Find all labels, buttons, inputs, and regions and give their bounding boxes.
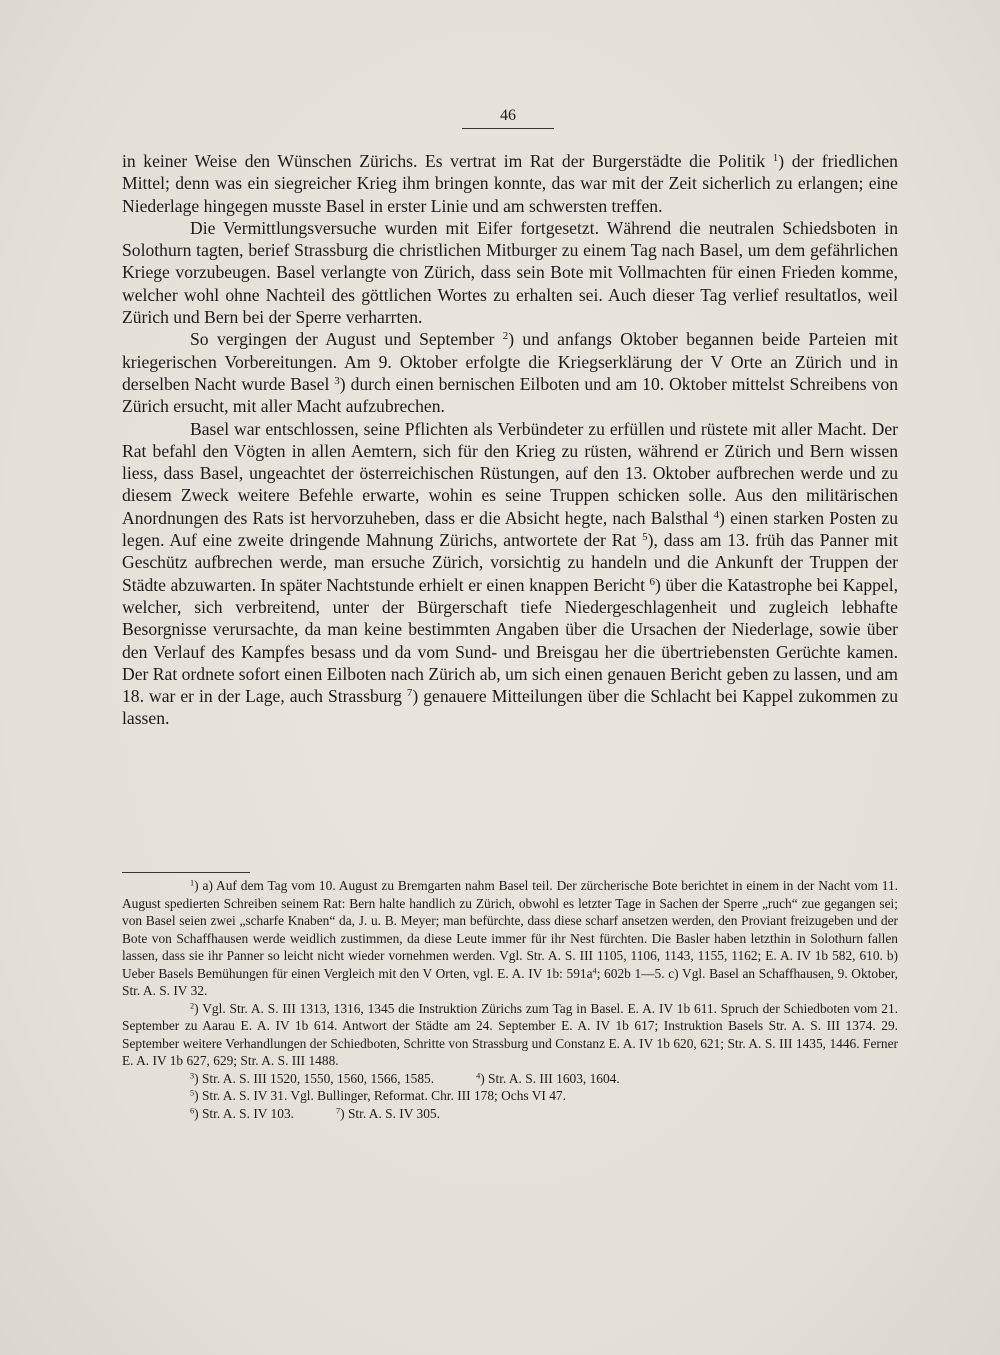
text-run: ) Str. A. S. III 1520, 1550, 1560, 1566, 1585. bbox=[194, 1070, 435, 1086]
text-run: Basel war entschlossen, seine Pflichten als Verbündeter zu erfüllen und rüstete mit aller Macht. Der Rat befahl den Vögten in allen Aemtern, sich für den Krieg zu rüsten, während er Zürich und Bern wissen liess, dass Basel, ungeachtet der österreichischen Rüstungen, auf den 13. Oktober aufbrechen werde und zu diesem Zweck weitere Befehle erwarte, wohin es seine Truppen schicken solle. Aus den militärischen Anordnungen des Rats ist hervorzuheben, dass er die Absicht hegte, nach Balsthal bbox=[122, 418, 898, 528]
footnote bbox=[122, 1105, 898, 1123]
footnote bbox=[122, 1070, 898, 1088]
text-run: ) und anfangs Oktober begannen beide Parteien mit kriegerischen Vorbereitungen. Am 9. Oktober erfolgte die Kriegserklärung der V Orte an Zürich und in derselben Nacht wurde Basel bbox=[122, 329, 898, 394]
footnote bbox=[122, 877, 898, 1000]
page-number-rule bbox=[462, 128, 554, 129]
footnote-marker: 4 bbox=[476, 1070, 481, 1080]
paragraph bbox=[122, 328, 898, 417]
text-run: ) a) Auf dem Tag vom 10. August zu Bremgarten nahm Basel teil. Der zürcherische Bote berichtet in einem in der Nacht vom 11. August spedierten Schreiben seinem Rat: Bern halte handlich zu Zürich, obwohl es letzter Tage in Sachen der Sperre „ruch“ zue gegangen sei; von Basel seien zwei „scharfe Knaben“ da, J. u. B. Meyer; man befürchte, dass diese scharf ansetzen werden, den Proviant freizugeben und der Bote von Schaffhausen werde weidlich zustimmen, da diese Leute immer für ihr Nest fürchten. Die Basler haben letzthin in Solothurn fallen lassen, dass sie ihr Panner so leicht nicht wieder vornehmen werden. Vgl. Str. A. S. III 1105, 1106, 1143, 1155, 1162; E. A. IV 1b 582, 610. b) Ueber Basels Bemühungen für einen Vergleich mit den V Orten, vgl. E. A. IV 1b: 591a bbox=[122, 878, 898, 981]
text-run: ) Str. A. S. IV 31. Vgl. Bullinger, Reformat. Chr. III 178; Ochs VI 47. bbox=[194, 1088, 566, 1103]
footnote-marker: 6 bbox=[649, 575, 655, 588]
text-run: So vergingen der August und September bbox=[190, 329, 503, 350]
text-run: in keiner Weise den Wünschen Zürichs. Es vertrat im Rat der Burgerstädte die Politik bbox=[122, 151, 773, 171]
paragraph bbox=[122, 217, 898, 328]
footnote-marker: 7 bbox=[335, 1105, 341, 1115]
text-run: ) Vgl. Str. A. S. III 1313, 1316, 1345 die Instruktion Zürichs zum Tag in Basel. E. A. IV 1b 611. Spruch der Schiedboten vom 21. September zu Aarau E. A. IV 1b 614. Antwort der Städte am 24. September E. A. IV 1b 617; Instruktion Basels Str. A. S. III 1374. 29. September weitere Verhandlungen der Schiedboten, Schritte von Strassburg und Constanz E. A. IV 1b 620, 621; Str. A. S. III 1435, 1446. Ferner E. A. IV 1b 627, 629; Str. A. S. III 1488. bbox=[122, 1000, 898, 1068]
footnote-marker: 7 bbox=[406, 687, 413, 700]
footnote bbox=[122, 1087, 898, 1105]
footnote-marker: 5 bbox=[190, 1088, 195, 1098]
footnote bbox=[122, 1000, 898, 1070]
footnote-marker: 1 bbox=[772, 152, 779, 164]
footnote-marker: 4 bbox=[592, 965, 597, 975]
text-run: ) Str. A. S. III 1603, 1604. bbox=[480, 1070, 620, 1086]
paragraph bbox=[122, 418, 898, 730]
footnote-marker: 5 bbox=[642, 531, 648, 544]
text-run: ; 602b 1—5. c) Vgl. Basel an Schaffhausen, 9. Oktober, Str. A. S. IV 32. bbox=[122, 965, 898, 998]
main-text bbox=[122, 150, 898, 730]
footnote-marker: 1 bbox=[190, 878, 195, 888]
footnote-rule bbox=[122, 872, 250, 873]
page-number: 46 bbox=[500, 107, 516, 124]
footnote-marker: 4 bbox=[713, 508, 720, 521]
text-run: ) Str. A. S. IV 305. bbox=[340, 1105, 440, 1121]
text-run: ) genauere Mitteilungen über die Schlacht bei Kappel zukommen zu lassen. bbox=[122, 686, 898, 729]
footnote-marker: 2 bbox=[190, 1000, 195, 1010]
text-run: ) Str. A. S. IV 103. bbox=[194, 1105, 294, 1121]
footnotes bbox=[122, 877, 898, 1122]
text-run: ) einen starken Posten zu legen. Auf eine zweite dringende Mahnung Zürichs, antwortete der Rat bbox=[122, 507, 898, 551]
footnote-marker: 2 bbox=[502, 330, 509, 343]
text-run: ) über die Katastrophe bei Kappel, welcher, sich verbreitend, unter der Bürgerschaft tiefe Niedergeschlagenheit und zugleich lebhafte Besorgnisse verursachte, da man keine bestimmten Angaben über die Ursachen der Niederlage, sowie über den Verlauf des Kampfes besass und da vom Sund- und Breisgau her die übertriebensten Gerüchte kamen. Der Rat ordnete sofort einen Eilboten nach Zürich ab, um sich einen genauen Bericht geben zu lassen, und am 18. war er in der Lage, auch Strassburg bbox=[122, 574, 899, 707]
paragraph bbox=[122, 150, 898, 217]
text-run: ) durch einen bernischen Eilboten und am 10. Oktober mittelst Schreibens von Zürich ersucht, mit aller Macht aufzubrechen. bbox=[122, 373, 898, 417]
footnote-marker: 3 bbox=[334, 374, 340, 387]
text-run: Die Vermittlungsversuche wurden mit Eifer fortgesetzt. Während die neutralen Schiedsboten in Solothurn tagten, berief Strassburg die christlichen Mitburger zu einem Tag nach Basel, um dem gefährlichen Kriege vorzubeugen. Basel verlangte von Zürich, dass sein Bote mit Vollmachten für einen Frieden komme, welcher wohl ohne Nachteil des göttlichen Wortes zu erhalten sei. Auch dieser Tag verlief resultatlos, weil Zürich und Bern bei der Sperre verharrten. bbox=[122, 217, 898, 328]
text-run: ) der friedlichen Mittel; denn was ein siegreicher Krieg ihm bringen konnte, das war mit der Zeit sicherlich zu erlangen; eine Niederlage hingegen musste Basel in erster Linie und am schwersten treffen. bbox=[122, 151, 898, 216]
footnote-marker: 3 bbox=[190, 1070, 195, 1080]
footnote-marker: 6 bbox=[190, 1105, 195, 1115]
text-run: ), dass am 13. früh das Panner mit Geschütz aufbrechen werde, man ersuche Zürich, vorsichtig zu handeln und die Ankunft der Truppen der Städte abzuwarten. In später Nachtstunde erhielt er einen knappen Bericht bbox=[122, 530, 898, 595]
